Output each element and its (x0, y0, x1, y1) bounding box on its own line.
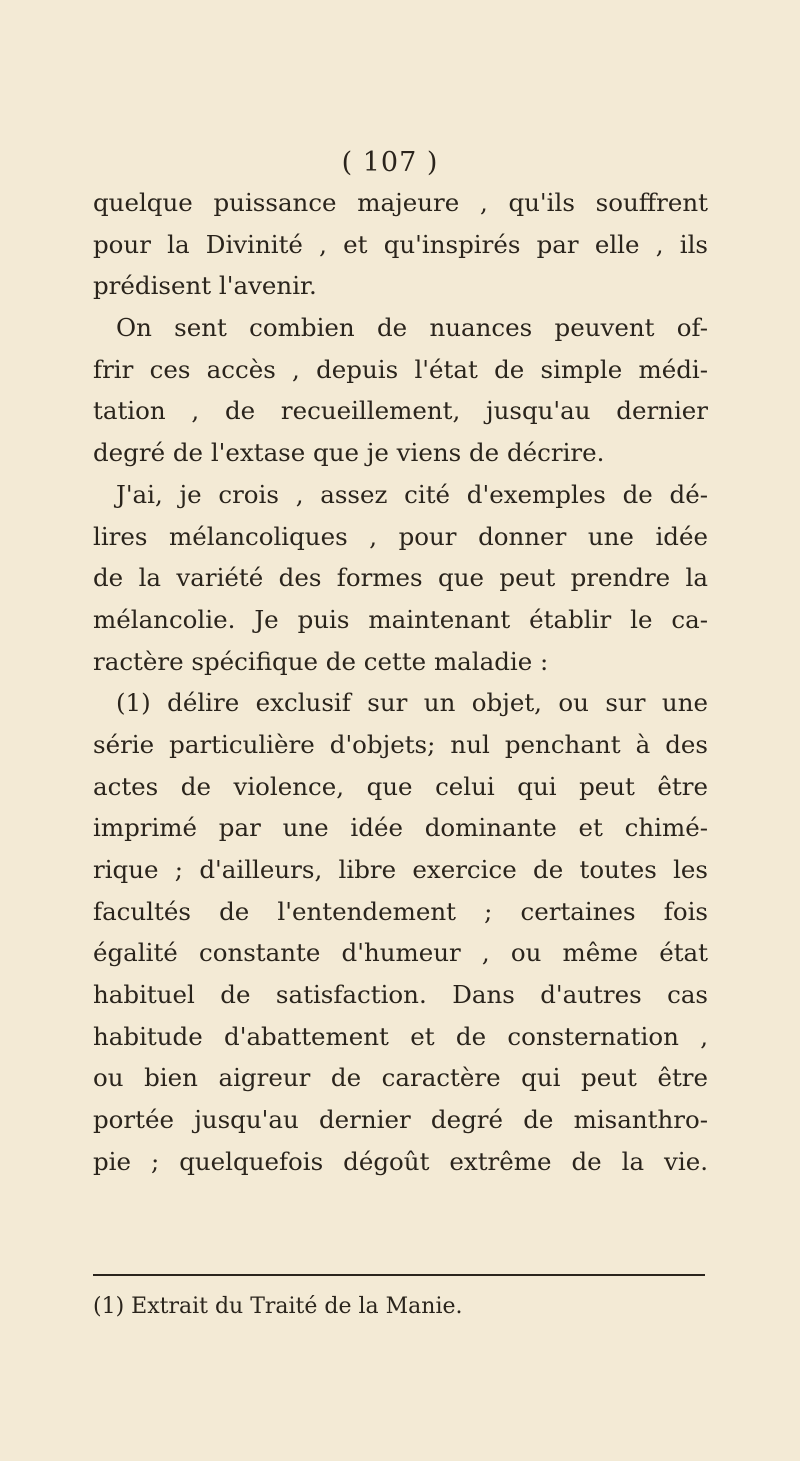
text-line: frir ces accès , depuis l'état de simple médi- (93, 354, 708, 384)
text-line: ou bien aigreur de caractère qui peut être (93, 1063, 708, 1093)
footnote-divider (93, 1274, 705, 1276)
text-line: pour la Divinité , et qu'inspirés par elle , ils (93, 229, 708, 259)
footnote: (1) Extrait du Traité de la Manie. (93, 1294, 463, 1319)
text-line: habituel de satisfaction. Dans d'autres cas (93, 980, 708, 1010)
text-line: lires mélancoliques , pour donner une idée (93, 521, 708, 551)
text-line: pie ; quelquefois dégoût extrême de la vie. (93, 1146, 708, 1176)
body-text (93, 182, 708, 1183)
text-line: série particulière d'objets; nul penchant à des (93, 729, 708, 759)
text-line: On sent combien de nuances peuvent of- (116, 313, 708, 343)
text-line: degré de l'extase que je viens de décrire. (93, 438, 605, 468)
text-line: égalité constante d'humeur , ou même état (93, 938, 708, 968)
page-number: ( 107 ) (341, 147, 439, 178)
text-line: rique ; d'ailleurs, libre exercice de toutes les (93, 855, 708, 884)
text-line: J'ai, je crois , assez cité d'exemples de dé- (116, 479, 708, 509)
text-line: de la variété des formes que peut prendre la (93, 563, 708, 593)
text-line: habitude d'abattement et de consternation , (93, 1021, 708, 1051)
text-line: prédisent l'avenir. (93, 271, 317, 301)
text-line: portée jusqu'au dernier degré de misanthro- (93, 1105, 708, 1135)
text-line: facultés de l'entendement ; certaines fois (93, 896, 708, 926)
text-line: quelque puissance majeure , qu'ils souffrent (93, 188, 708, 217)
text-line: mélancolie. Je puis maintenant établir le ca- (93, 604, 708, 634)
text-line: tation , de recueillement, jusqu'au dernier (93, 396, 708, 426)
text-line: ractère spécifique de cette maladie : (93, 646, 549, 676)
text-line: actes de violence, que celui qui peut être (93, 771, 708, 801)
text-line: imprimé par une idée dominante et chimé- (93, 813, 708, 843)
text-line: (1) délire exclusif sur un objet, ou sur une (116, 688, 708, 718)
